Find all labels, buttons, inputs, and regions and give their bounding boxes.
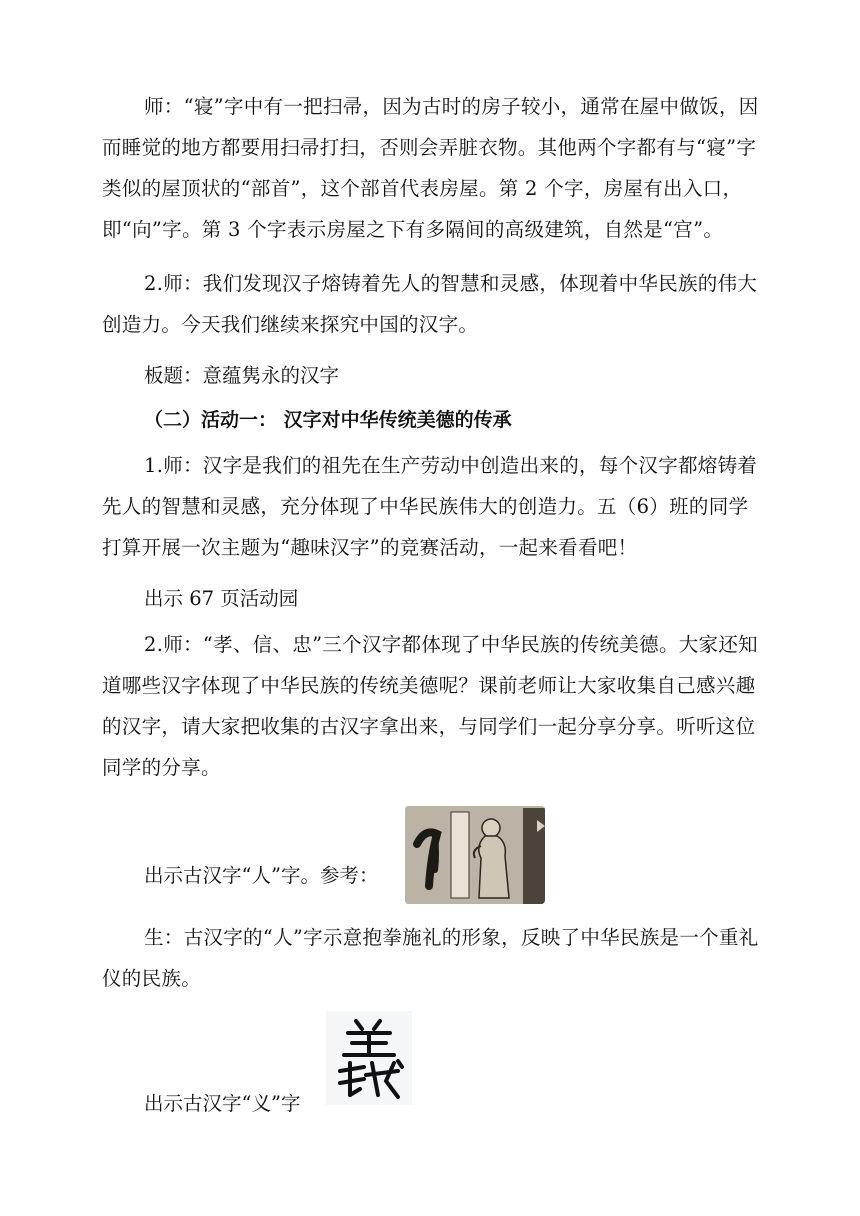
section-heading: （二）活动一： 汉字对中华传统美德的传承 [144, 409, 512, 431]
show-ren-caption: 出示古汉字“人”字。参考： [144, 864, 379, 887]
seal-yi-image [326, 1011, 412, 1105]
paragraph-qin-explanation: 师：“寝”字中有一把扫帚，因为古时的房子较小，通常在屋中做饭，因而睡觉的地方都要用扫帚打扫，否则会弄脏衣物。其他两个字都有与“寝”字类似的屋顶状的“部首”，这个部首代表房屋。第 2 个字，房屋有出入口，即“向”字。第 3 个字表示房屋之下有多隔间的高级建筑，自然是“宫”。 [102, 95, 759, 241]
oracle-ren-illustration [405, 806, 545, 904]
board-title: 板题：意蕴隽永的汉字 [144, 364, 340, 387]
paragraph-virtues: 2.师：“孝、信、忠”三个汉字都体现了中华民族的传统美德。大家还知道哪些汉字体现了中华民族的传统美德呢？课前老师让大家收集自己感兴趣的汉字，请大家把收集的古汉字拿出来，与同学们一起分享分享。听听这位同学的分享。 [102, 633, 758, 779]
seal-yi-glyph [326, 1011, 412, 1105]
oracle-ren-image [405, 806, 545, 904]
show-yi-caption: 出示古汉字“义”字 [144, 1092, 301, 1115]
show-activity-page: 出示 67 页活动园 [144, 587, 299, 610]
paragraph-teacher-1: 1.师：汉字是我们的祖先在生产劳动中创造出来的，每个汉字都熔铸着先人的智慧和灵感，充分体现了中华民族伟大的创造力。五（6）班的同学打算开展一次主题为“趣味汉字”的竞赛活动，一起来看看吧！ [102, 454, 758, 559]
paragraph-teacher-2: 2.师：我们发现汉子熔铸着先人的智慧和灵感，体现着中华民族的伟大创造力。今天我们继续来探究中国的汉字。 [102, 272, 758, 336]
paragraph-student: 生：古汉字的“人”字示意抱拳施礼的形象，反映了中华民族是一个重礼仪的民族。 [102, 926, 759, 990]
